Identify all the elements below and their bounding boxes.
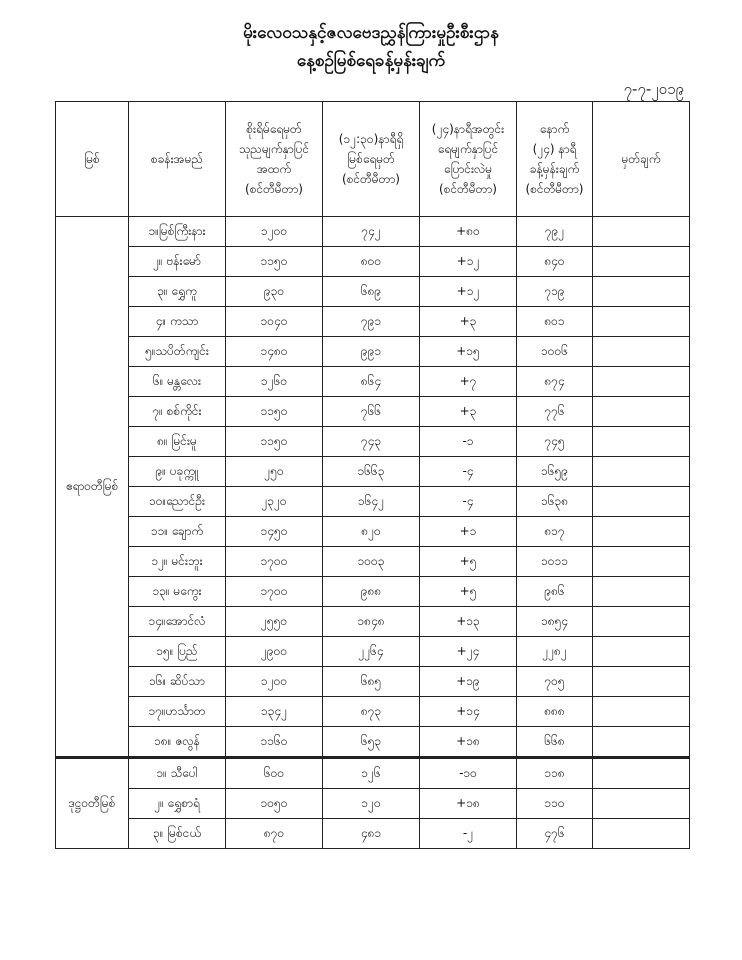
water-level-cell: ၁၆၄၂: [323, 487, 420, 517]
forecast-cell: ၈၁၇: [517, 517, 593, 547]
table-row: [56, 547, 690, 577]
water-level-cell: ၁၀၀၃: [323, 547, 420, 577]
remark-cell: [593, 607, 690, 637]
station-name: ၃။ ရွှေကူ: [129, 277, 226, 307]
change-cell: +၁၂: [420, 277, 517, 307]
station-name: ၁၈။ ဇလွန်: [129, 727, 226, 758]
water-level-cell: ၁၂၆: [323, 758, 420, 789]
forecast-cell: ၆၆၈: [517, 727, 593, 758]
table-row: [56, 487, 690, 517]
station-name: ၂။ ရွှေစာရံ: [129, 789, 226, 819]
remark-cell: [593, 697, 690, 727]
header-line: အထက်: [256, 162, 292, 176]
danger-level-cell: ၁၂၆၀: [226, 367, 323, 397]
remark-cell: [593, 727, 690, 758]
station-name: ၁၄။အောင်လံ: [129, 607, 226, 637]
forecast-cell: ၈၈၈: [517, 697, 593, 727]
danger-level-cell: ၁၄၈၀: [226, 337, 323, 367]
col-station-header: [129, 102, 226, 217]
table-row: [56, 397, 690, 427]
remark-cell: [593, 667, 690, 697]
station-name: ၂။ ဗန်းမော်: [129, 247, 226, 277]
danger-level-cell: ၁၇၀၀: [226, 577, 323, 607]
forecast-cell: ၈၄၀: [517, 247, 593, 277]
water-level-cell: ၇၉၁: [323, 307, 420, 337]
forecast-cell: ၇၄၅: [517, 427, 593, 457]
change-cell: +၁၄: [420, 697, 517, 727]
change-cell: -၄: [420, 487, 517, 517]
remark-cell: [593, 758, 690, 789]
water-level-cell: ၈၇၃: [323, 697, 420, 727]
forecast-cell: ၈၀၁: [517, 307, 593, 337]
water-level-cell: ၆၈၅: [323, 667, 420, 697]
forecast-cell: ၄၇၆: [517, 819, 593, 849]
forecast-cell: ၇၉၂: [517, 217, 593, 247]
header-line: (စင်တီမီတာ): [439, 182, 497, 196]
water-level-cell: ၆၈၉: [323, 277, 420, 307]
danger-level-cell: ၁၀၅၀: [226, 789, 323, 819]
header-line: (စင်တီမီတာ): [525, 182, 584, 196]
header-line: မြစ်: [84, 152, 100, 166]
water-level-cell: ၈၂၀: [323, 517, 420, 547]
header-line: မှတ်ချက်: [621, 152, 661, 166]
col-forecast-header: [517, 102, 593, 217]
header-line: နောက်: [539, 122, 570, 136]
change-cell: +၅: [420, 547, 517, 577]
col-remark-header: [593, 102, 690, 217]
river-forecast-table: [55, 101, 690, 849]
remark-cell: [593, 247, 690, 277]
danger-level-cell: ၁၁၅၀: [226, 427, 323, 457]
forecast-cell: ၇၁၉: [517, 277, 593, 307]
change-cell: +၁၂: [420, 247, 517, 277]
table-row: [56, 727, 690, 758]
change-cell: +၇: [420, 367, 517, 397]
danger-level-cell: ၁၂၀၀: [226, 667, 323, 697]
change-cell: +၃: [420, 307, 517, 337]
table-row: [56, 667, 690, 697]
remark-cell: [593, 487, 690, 517]
header-line: ရေမျက်နှာပြင်: [437, 142, 499, 156]
header-line: စိုးရိမ်ရေမှတ်: [246, 122, 302, 136]
danger-level-cell: ၁၁၅၀: [226, 247, 323, 277]
danger-level-cell: ၁၃၄၂: [226, 697, 323, 727]
danger-level-cell: ၁၇၀၀: [226, 547, 323, 577]
table-row: [56, 577, 690, 607]
danger-level-cell: ၁၁၆၀: [226, 727, 323, 758]
page-subtitle: နေ့စဉ်မြစ်ရေခန့်မှန်းချက်: [296, 51, 446, 71]
water-level-cell: ၈၀၀: [323, 247, 420, 277]
danger-level-cell: ၂၃၂၀: [226, 487, 323, 517]
header-line: (၂၄)နာရီအတွင်း: [431, 122, 505, 136]
table-row: [56, 607, 690, 637]
forecast-cell: ၉၈၆: [517, 577, 593, 607]
table-row: [56, 367, 690, 397]
table-row: [56, 457, 690, 487]
remark-cell: [593, 307, 690, 337]
water-level-cell: ၈၆၄: [323, 367, 420, 397]
header-line: စခန်းအမည်: [150, 152, 204, 166]
change-cell: +၁၃: [420, 607, 517, 637]
header-line: ပြောင်းလဲမှု: [443, 162, 493, 176]
remark-cell: [593, 427, 690, 457]
station-name: ၁၆။ ဆိပ်သာ: [129, 667, 226, 697]
water-level-cell: ၄၈၁: [323, 819, 420, 849]
danger-level-cell: ၆၀၀: [226, 758, 323, 789]
forecast-cell: ၇၀၅: [517, 667, 593, 697]
forecast-cell: ၁၁၀: [517, 789, 593, 819]
change-cell: +၂၄: [420, 637, 517, 667]
forecast-cell: ၁၀၁၁: [517, 547, 593, 577]
header-line: မြစ်ရေမှတ်: [347, 152, 395, 166]
water-level-cell: ၉၉၁: [323, 337, 420, 367]
table-row: [56, 819, 690, 849]
station-name: ၃။ မြစ်ငယ်: [129, 819, 226, 849]
header-line: သုညမျက်နှာပြင်: [238, 142, 310, 156]
remark-cell: [593, 637, 690, 667]
station-name: ၁၇။ဟင်္သာတ: [129, 697, 226, 727]
table-row: [56, 789, 690, 819]
change-cell: -၄: [420, 457, 517, 487]
header-line: (စင်တီမီတာ): [342, 172, 400, 186]
forecast-cell: ၁၀၀၆: [517, 337, 593, 367]
header-line: (စင်တီမီတာ): [245, 182, 303, 196]
station-name: ၈။ မြင်းမူ: [129, 427, 226, 457]
forecast-cell: ၁၈၅၄: [517, 607, 593, 637]
table-header-row: [56, 102, 690, 217]
station-name: ၁၀။ညောင်ဦး: [129, 487, 226, 517]
forecast-cell: ၇၇၆: [517, 397, 593, 427]
change-cell: +၈၀: [420, 217, 517, 247]
water-level-cell: ၁၆၆၃: [323, 457, 420, 487]
river-name: ဒုဋ္ဌဝတီမြစ်: [56, 758, 129, 849]
water-level-cell: ၇၆၆: [323, 397, 420, 427]
danger-level-cell: ၂၅၅၀: [226, 607, 323, 637]
station-name: ၁၂။ မင်းဘူး: [129, 547, 226, 577]
table-row: [56, 307, 690, 337]
remark-cell: [593, 819, 690, 849]
danger-level-cell: ၁၀၄၀: [226, 307, 323, 337]
change-cell: -၁: [420, 427, 517, 457]
table-row: [56, 637, 690, 667]
change-cell: +၁၈: [420, 789, 517, 819]
table-row: [56, 217, 690, 247]
remark-cell: [593, 789, 690, 819]
table-row: [56, 337, 690, 367]
header-line: (၂၄) နာရီ: [532, 142, 577, 156]
col-river-header: [56, 102, 129, 217]
station-name: ၁။ သီပေါ: [129, 758, 226, 789]
table-row: [56, 517, 690, 547]
change-cell: -၂: [420, 819, 517, 849]
station-name: ၁၅။ ပြည်: [129, 637, 226, 667]
remark-cell: [593, 367, 690, 397]
river-name: ဧရာဝတီမြစ်: [56, 217, 129, 758]
table-row: [56, 697, 690, 727]
danger-level-cell: ၉၃၀: [226, 277, 323, 307]
station-name: ၁။မြစ်ကြီးနား: [129, 217, 226, 247]
change-cell: -၁၀: [420, 758, 517, 789]
station-name: ၄။ ကသာ: [129, 307, 226, 337]
water-level-cell: ၁၈၄၈: [323, 607, 420, 637]
remark-cell: [593, 397, 690, 427]
water-level-cell: ၁၂၀: [323, 789, 420, 819]
change-cell: +၁၅: [420, 337, 517, 367]
forecast-cell: ၈၇၄: [517, 367, 593, 397]
change-cell: +၁: [420, 517, 517, 547]
table-row: [56, 277, 690, 307]
water-level-cell: ၆၅၃: [323, 727, 420, 758]
change-cell: +၃: [420, 397, 517, 427]
station-name: ၇။ စစ်ကိုင်း: [129, 397, 226, 427]
col-change-header: [420, 102, 517, 217]
forecast-cell: ၁၆၃၈: [517, 487, 593, 517]
danger-level-cell: ၁၄၅၀: [226, 517, 323, 547]
remark-cell: [593, 547, 690, 577]
remark-cell: [593, 217, 690, 247]
change-cell: +၅: [420, 577, 517, 607]
page-title: မိုးလေဝသနှင့်ဇလဗေဒညွှန်ကြားမှုဦးစီးဌာန: [243, 23, 499, 43]
water-level-cell: ၇၄၂: [323, 217, 420, 247]
remark-cell: [593, 457, 690, 487]
station-name: ၆။ မန္တလေး: [129, 367, 226, 397]
remark-cell: [593, 277, 690, 307]
station-name: ၉။ ပခုက္ကူ: [129, 457, 226, 487]
danger-level-cell: ၂၅၀: [226, 457, 323, 487]
remark-cell: [593, 337, 690, 367]
water-level-cell: ၂၂၆၄: [323, 637, 420, 667]
danger-level-cell: ၁၁၅၀: [226, 397, 323, 427]
col-water-level-header: [323, 102, 420, 217]
header-line: (၁၂:၃၀)နာရီရှိ: [338, 132, 404, 146]
remark-cell: [593, 517, 690, 547]
water-level-cell: ၇၄၃: [323, 427, 420, 457]
station-name: ၁၁။ ချောက်: [129, 517, 226, 547]
remark-cell: [593, 577, 690, 607]
change-cell: +၁၈: [420, 727, 517, 758]
forecast-cell: ၂၂၈၂: [517, 637, 593, 667]
col-danger-level-header: [226, 102, 323, 217]
table-row: [56, 247, 690, 277]
water-level-cell: ၉၈၈: [323, 577, 420, 607]
table-row: [56, 427, 690, 457]
danger-level-cell: ၁၂၀၀: [226, 217, 323, 247]
report-date: ၇-၇-၂၀၁၉: [623, 80, 684, 98]
table-row: [56, 758, 690, 789]
forecast-cell: ၁၁၈: [517, 758, 593, 789]
header-line: ခန့်မှန်းချက်: [529, 162, 580, 176]
station-name: ၅။သပိတ်ကျင်း: [129, 337, 226, 367]
station-name: ၁၃။ မကွေး: [129, 577, 226, 607]
forecast-cell: ၁၆၅၉: [517, 457, 593, 487]
change-cell: +၁၉: [420, 667, 517, 697]
danger-level-cell: ၈၇၀: [226, 819, 323, 849]
danger-level-cell: ၂၉၀၀: [226, 637, 323, 667]
